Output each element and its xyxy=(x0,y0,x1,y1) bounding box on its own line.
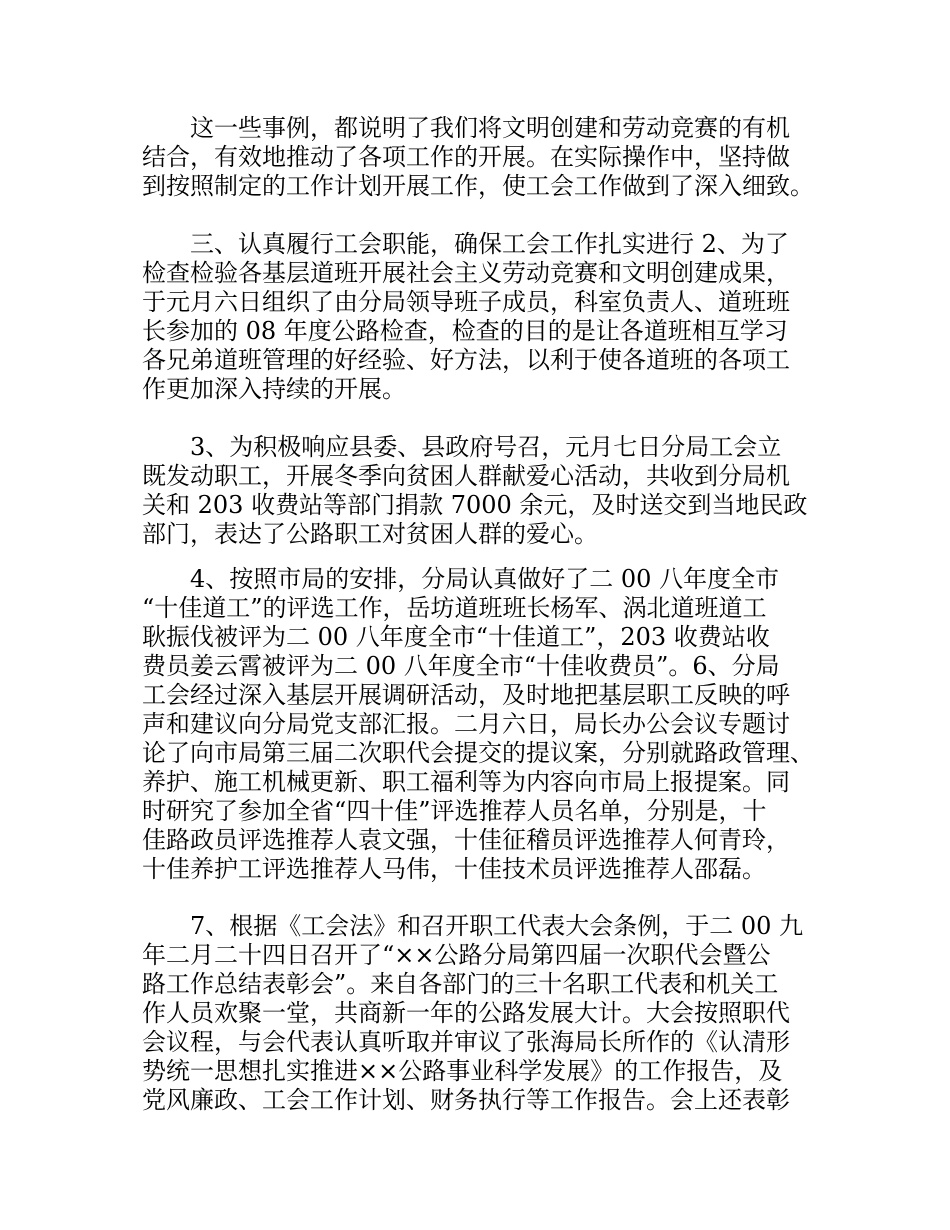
paragraph-selection-work xyxy=(142,565,832,884)
text-line: 作更加深入持续的开展。 xyxy=(142,375,406,403)
text-line: 论了向市局第三届二次职代会提交的提议案，分别就路政管理、 xyxy=(142,739,814,767)
paragraph-civilization-examples xyxy=(142,114,832,201)
text-line: 作人员欢聚一堂，共商新一年的公路发展大计。大会按照职代 xyxy=(142,999,790,1027)
text-line: 势统一思想扎实推进××公路事业科学发展》的工作报告，及 xyxy=(142,1057,783,1085)
text-line: 耿振伐被评为二 00 八年度全市“十佳道工”，203 收费站收 xyxy=(142,623,770,651)
text-line: 声和建议向分局党支部汇报。二月六日，局长办公会议专题讨 xyxy=(142,710,790,738)
text-line: 会议程，与会代表认真听取并审议了张海局长所作的《认清形 xyxy=(142,1028,790,1056)
text-line: 工会经过深入基层开展调研活动，及时地把基层职工反映的呼 xyxy=(142,681,790,709)
text-line: 年二月二十四日召开了“××公路分局第四届一次职代会暨公 xyxy=(142,941,771,969)
text-line: 十佳养护工评选推荐人马伟，十佳技术员评选推荐人邵磊。 xyxy=(142,855,766,883)
text-line: 养护、施工机械更新、职工福利等为内容向市局上报提案。同 xyxy=(142,768,790,796)
text-line: 各兄弟道班管理的好经验、好方法，以利于使各道班的各项工 xyxy=(142,346,790,374)
text-line: 关和 203 收费站等部门捐款 7000 余元，及时送交到当地民政 xyxy=(142,491,808,519)
text-line: 三、认真履行工会职能，确保工会工作扎实进行 2、为了 xyxy=(190,230,789,258)
text-line: 路工作总结表彰会”。来自各部门的三十名职工代表和机关工 xyxy=(142,970,779,998)
text-line: 费员姜云霄被评为二 00 八年度全市“十佳收费员”。6、分局 xyxy=(142,652,780,680)
text-line: 结合，有效地推动了各项工作的开展。在实际操作中，坚持做 xyxy=(142,143,790,171)
text-line: 4、按照市局的安排，分局认真做好了二 00 八年度全市 xyxy=(190,565,780,593)
text-line: 佳路政员评选推荐人袁文强，十佳征稽员评选推荐人何青玲， xyxy=(142,826,790,854)
text-line: 党风廉政、工会工作计划、财务执行等工作报告。会上还表彰 xyxy=(142,1086,790,1114)
text-line: 部门，表达了公路职工对贫困人群的爱心。 xyxy=(142,520,598,548)
text-line: 检查检验各基层道班开展社会主义劳动竞赛和文明创建成果， xyxy=(142,259,790,287)
paragraph-union-functions xyxy=(142,230,832,404)
text-line: 到按照制定的工作计划开展工作，使工会工作做到了深入细致。 xyxy=(142,172,814,200)
text-line: 这一些事例，都说明了我们将文明创建和劳动竞赛的有机 xyxy=(190,114,790,142)
text-line: 3、为积极响应县委、县政府号召，元月七日分局工会立 xyxy=(190,433,782,461)
text-line: “十佳道工”的评选工作，岳坊道班班长杨军、涡北道班道工 xyxy=(142,594,767,622)
text-line: 时研究了参加全省“四十佳”评选推荐人员名单，分别是，十 xyxy=(142,797,767,825)
paragraph-charity-activity xyxy=(142,433,832,549)
text-line: 既发动职工，开展冬季向贫困人群献爱心活动，共收到分局机 xyxy=(142,462,790,490)
paragraph-workers-congress xyxy=(142,912,832,1115)
text-line: 长参加的 08 年度公路检查，检查的目的是让各道班相互学习 xyxy=(142,317,788,345)
text-line: 7、根据《工会法》和召开职工代表大会条例，于二 00 九 xyxy=(190,912,804,940)
text-line: 于元月六日组织了由分局领导班子成员，科室负责人、道班班 xyxy=(142,288,790,316)
